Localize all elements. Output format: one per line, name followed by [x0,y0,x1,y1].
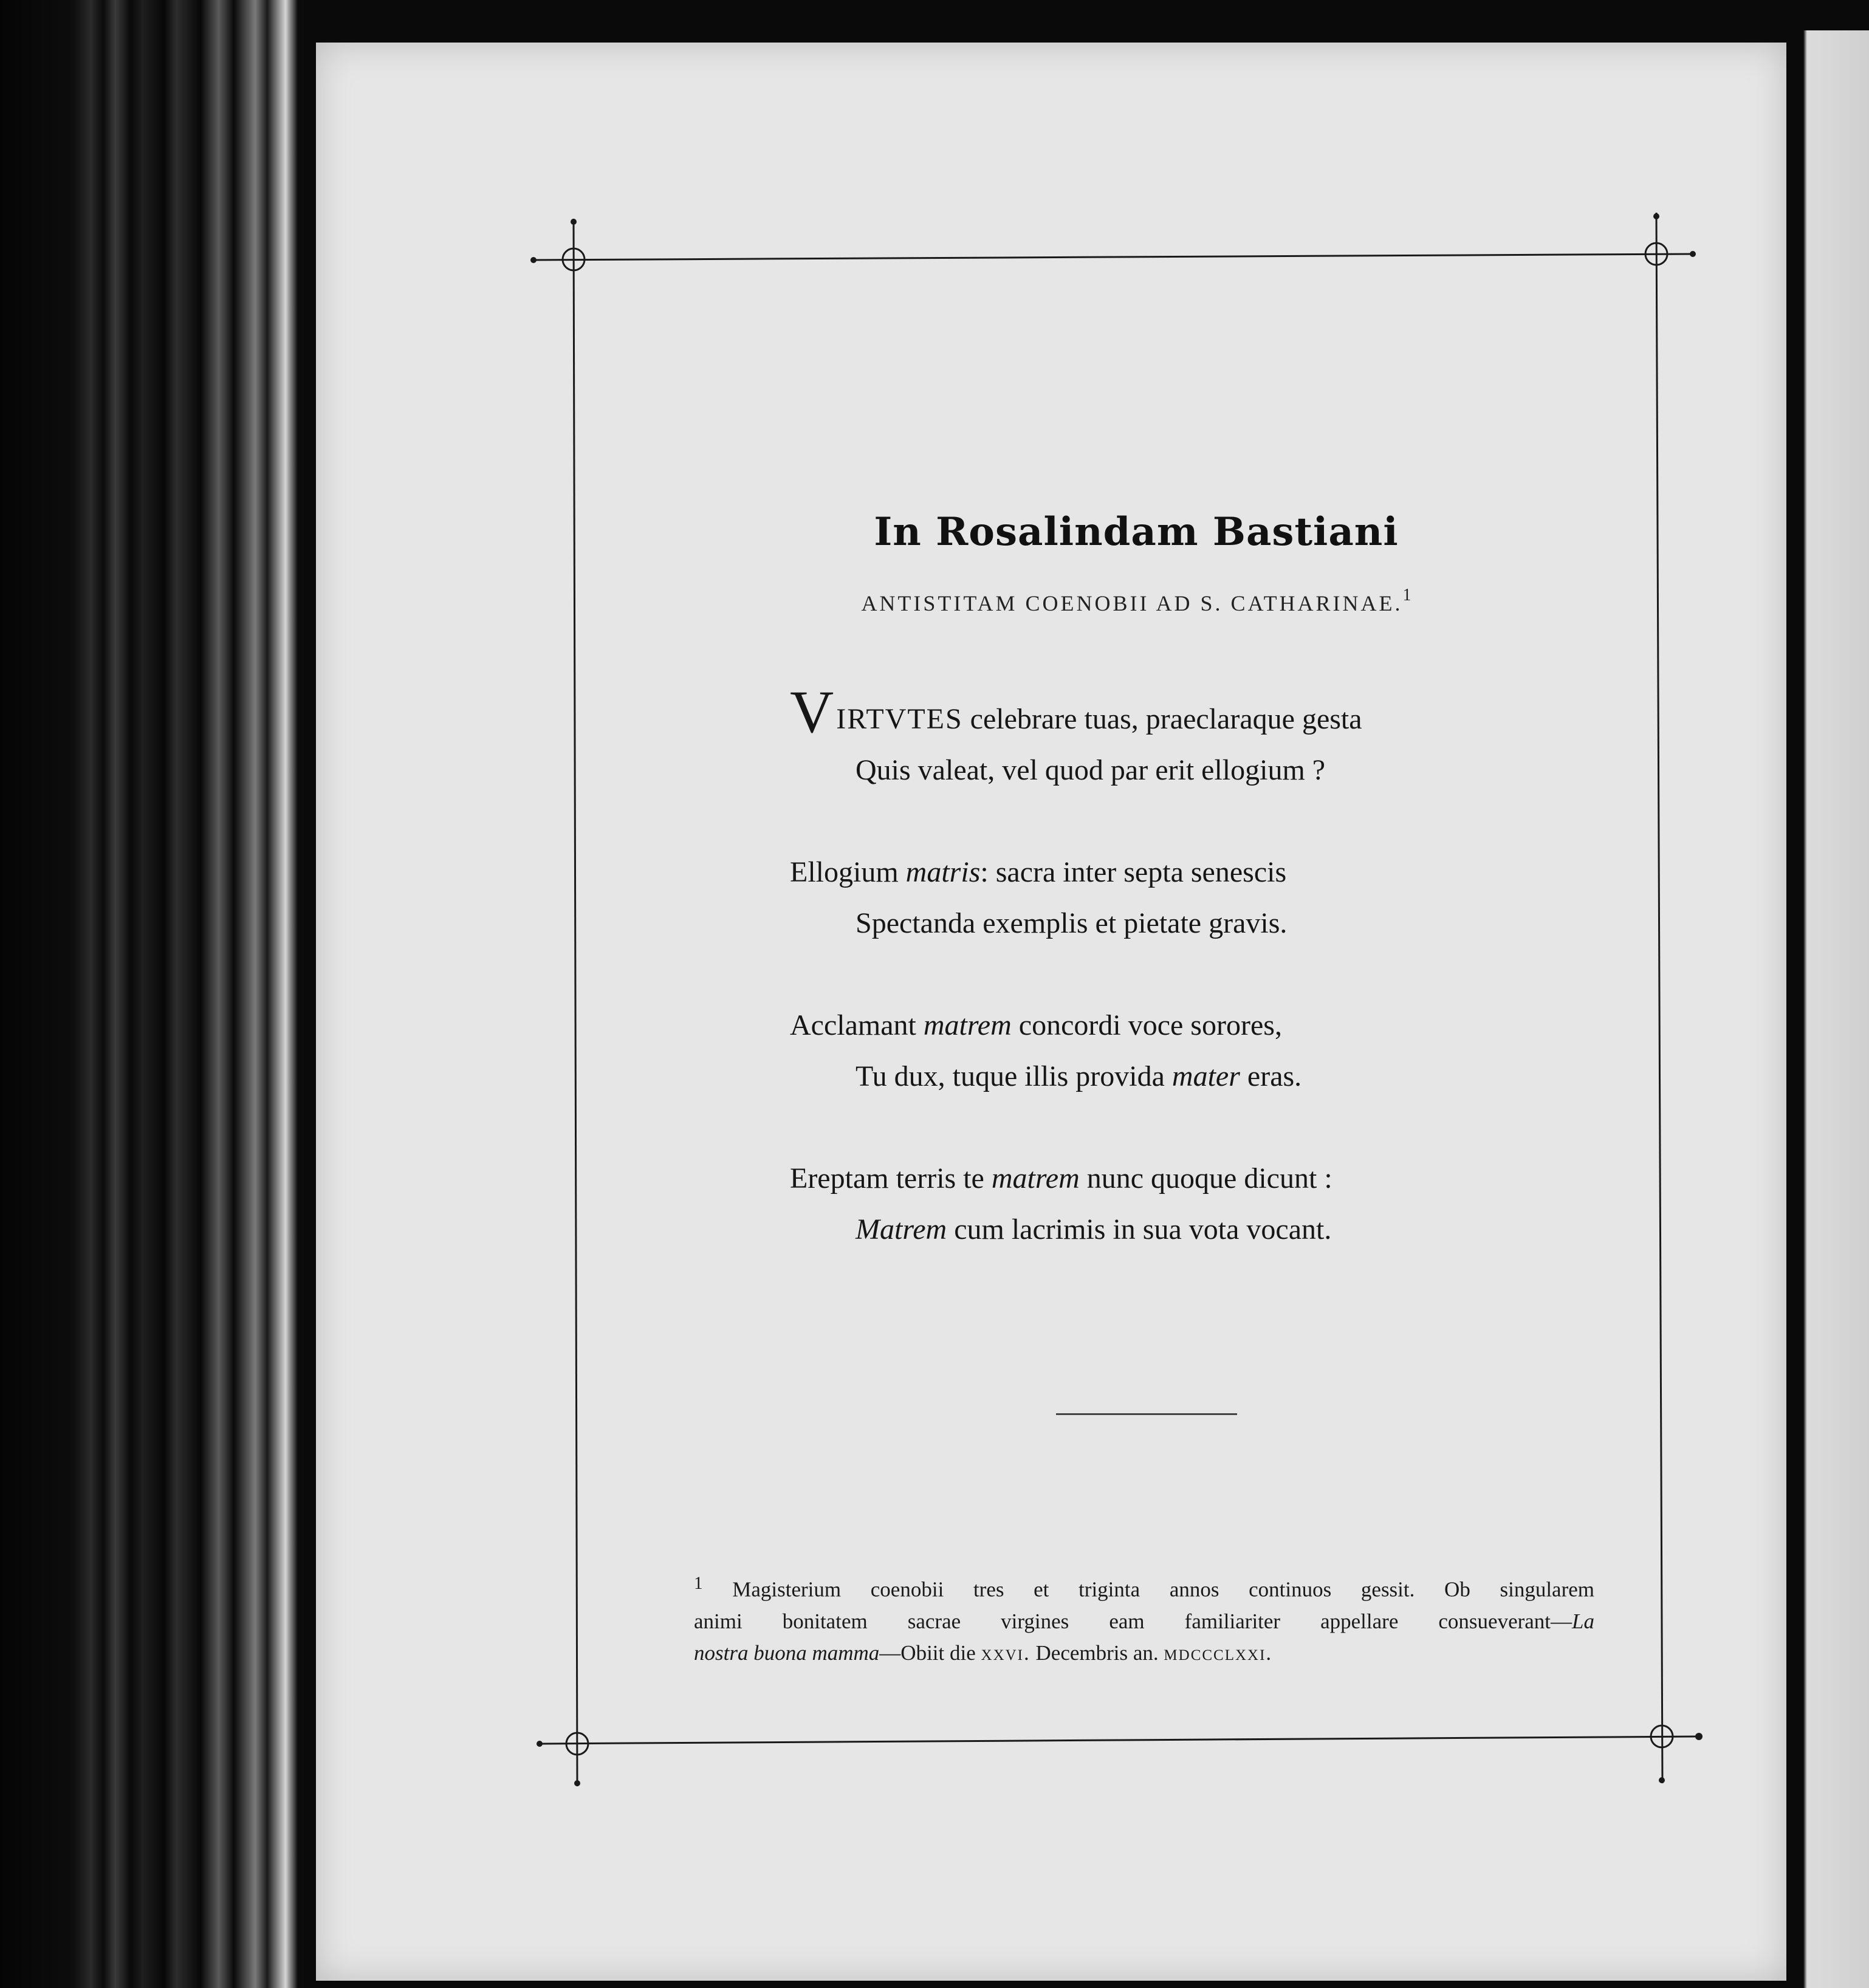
poem-line: Spectanda exemplis et pietate gravis. [856,907,1288,939]
footnote [694,1568,1594,1669]
page-subtitle [608,588,1665,616]
poem-italic-text: Matrem [856,1213,947,1246]
footnote-line [694,1637,1594,1669]
poem-text: concordi voce sorores, [1018,1009,1282,1041]
stanza-3 [790,1000,1519,1102]
poem-text: Acclamant [790,1009,916,1041]
footnote-text: —Obiit die [879,1640,976,1665]
poem-line [790,1000,1519,1051]
footnote-italic-text: La [1572,1609,1594,1633]
capital-word: IRTVTES [836,703,963,735]
footnote-italic-text: nostra buona mamma [694,1640,880,1665]
poem-italic-text: matrem [923,1009,1012,1041]
poem-text: cum lacrimis in sua vota vocant. [954,1213,1332,1246]
footnote-reference: 1 [1402,586,1411,605]
section-divider [1056,1413,1237,1415]
footnote-roman-numeral: xxvi. [981,1640,1031,1665]
poem-line [790,847,1519,898]
stanza-2 [790,847,1519,949]
stanza-4 [790,1153,1519,1255]
poem-line: Quis valeat, vel quod par erit ellogium ? [856,754,1326,786]
footnote-text: Decembris an. [1035,1640,1159,1665]
poem [790,678,1519,1306]
poem-text: Ereptam terris te [790,1162,984,1195]
poem-italic-text: matris [905,856,981,888]
poem-italic-text: mater [1171,1060,1240,1092]
facing-page-edge [1792,30,1869,1988]
poem-text: eras. [1247,1060,1302,1092]
page-title: In Rosalindam Bastiani [874,509,1399,555]
poem-italic-text: matrem [991,1162,1080,1195]
footnote-text: Magisterium coenobii tres et triginta annos continuos gessit. Ob singularem [732,1577,1594,1602]
poem-text: Ellogium [790,856,899,888]
footnote-line [694,1606,1594,1637]
poem-line [790,1051,1519,1102]
poem-text: celebrare tuas, praeclaraque gesta [970,703,1362,735]
footnote-roman-numeral: mdccclxxi. [1164,1640,1273,1665]
footnote-marker: 1 [694,1574,703,1593]
poem-text: nunc quoque dicunt : [1086,1162,1332,1195]
poem-line [790,1204,1519,1255]
poem-text: Tu dux, tuque illis provida [856,1060,1165,1092]
poem-line [790,1153,1519,1204]
footnote-text: animi bonitatem sacrae virgines eam familiariter appellare consueverant— [694,1609,1572,1633]
footnote-line [694,1568,1594,1606]
subtitle-text: ANTISTITAM COENOBII AD S. CATHARINAE. [861,591,1403,615]
stanza-1 [790,678,1519,796]
book-spine [0,0,304,1988]
poem-text: : sacra inter septa senescis [980,856,1287,888]
poem-line [790,678,1519,746]
drop-cap: V [790,678,834,746]
